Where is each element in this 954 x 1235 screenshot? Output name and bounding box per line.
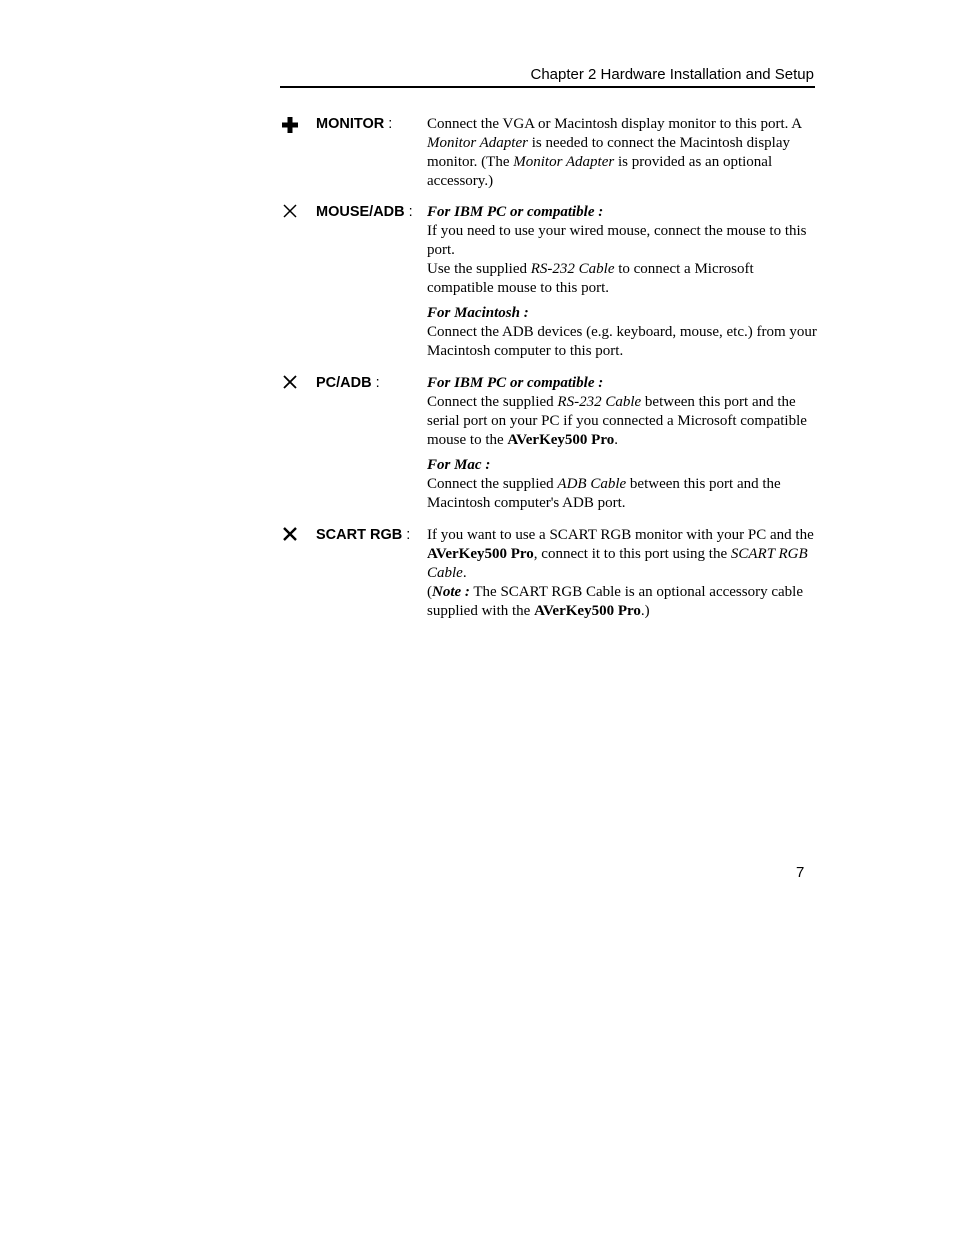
plus-icon <box>280 115 300 135</box>
port-label: PC/ADB : <box>316 375 380 391</box>
port-label: MOUSE/ADB : <box>316 204 413 220</box>
port-description: Connect the VGA or Macintosh display monitor to this port. A Monitor Adapter is needed to connect the Macintosh display monitor. (The Monitor Adapter is provided as an optional accessory.) <box>427 116 802 189</box>
header-rule <box>280 86 815 88</box>
x-icon <box>280 374 300 394</box>
port-description: For IBM PC or compatible : Connect the supplied RS-232 Cable between this port and the serial port on your PC if you connected a Microsoft compatible mouse to the AVerKey500 Pro. For Mac : Connect the supplied ADB Cable between this port and the Macintosh computer's ADB port. <box>427 375 807 511</box>
x-icon <box>280 203 300 223</box>
page-header: Chapter 2 Hardware Installation and Setup <box>530 66 814 83</box>
port-label: MONITOR : <box>316 116 393 132</box>
port-description: If you want to use a SCART RGB monitor with your PC and the AVerKey500 Pro, connect it to this port using the SCART RGB Cable. (Note : The SCART RGB Cable is an optional accessory cable supplied with the AVerKey500 Pro.) <box>427 527 814 619</box>
port-description: For IBM PC or compatible : If you need to use your wired mouse, connect the mouse to this port. Use the supplied RS-232 Cable to connect a Microsoft compatible mouse to this port. For Macintosh : Connect the ADB devices (e.g. keyboard, mouse, etc.) from your Macintosh computer to this port. <box>427 204 817 359</box>
page-number: 7 <box>796 864 805 881</box>
port-label: SCART RGB : <box>316 527 411 543</box>
x-bold-icon <box>280 526 300 546</box>
